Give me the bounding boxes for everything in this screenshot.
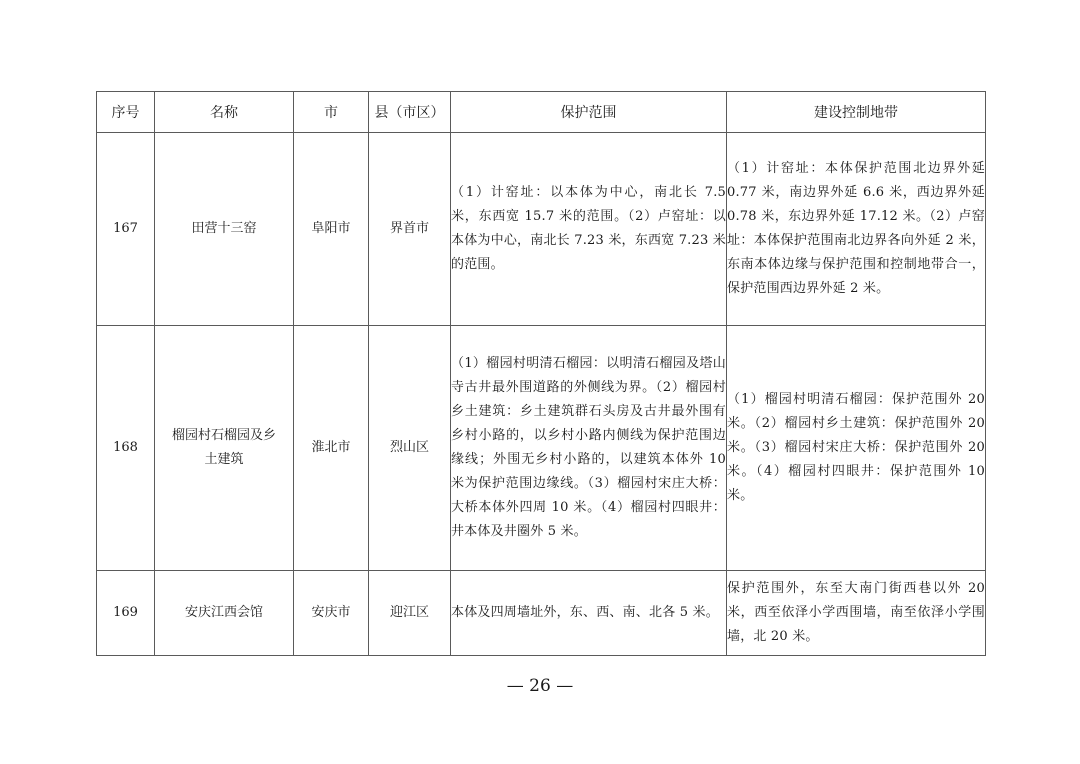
table-row <box>97 571 986 656</box>
cell-county: 界首市 <box>369 133 451 326</box>
header-county: 县（市区） <box>369 92 451 133</box>
cell-control-zone: 保护范围外，东至大南门街西巷以外 20 米，西至依泽小学西围墙，南至依泽小学围墙，北 20 米。 <box>727 571 986 656</box>
header-city: 市 <box>294 92 369 133</box>
cell-control-zone: （1）榴园村明清石榴园：保护范围外 20 米。（2）榴园村乡土建筑：保护范围外 20 米。（3）榴园村宋庄大桥：保护范围外 20 米。（4）榴园村四眼井：保护范围外 10 米。 <box>727 326 986 571</box>
cell-no: 168 <box>97 326 155 571</box>
header-no: 序号 <box>97 92 155 133</box>
cell-protection-range: （1）榴园村明清石榴园：以明清石榴园及塔山寺古井最外围道路的外侧线为界。（2）榴园村乡土建筑：乡土建筑群石头房及古井最外围有乡村小路的，以乡村小路内侧线为保护范围边缘线；外围无乡村小路的，以建筑本体外 10 米为保护范围边缘线。（3）榴园村宋庄大桥：大桥本体外四周 10 米。（4）榴园村四眼井：井本体及井圈外 5 米。 <box>451 326 727 571</box>
header-protection-range: 保护范围 <box>451 92 727 133</box>
cell-protection-range: 本体及四周墙址外，东、西、南、北各 5 米。 <box>451 571 727 656</box>
cell-protection-range: （1）计窑址：以本体为中心，南北长 7.5 米，东西宽 15.7 米的范围。（2）卢窑址：以本体为中心，南北长 7.23 米，东西宽 7.23 米的范围。 <box>451 133 727 326</box>
table-row <box>97 133 986 326</box>
page-number: — 26 — <box>506 676 574 696</box>
cell-city: 淮北市 <box>294 326 369 571</box>
cell-name: 安庆江西会馆 <box>155 571 294 656</box>
cell-city: 阜阳市 <box>294 133 369 326</box>
cell-no: 169 <box>97 571 155 656</box>
cell-county: 烈山区 <box>369 326 451 571</box>
header-name: 名称 <box>155 92 294 133</box>
cell-county: 迎江区 <box>369 571 451 656</box>
cell-city: 安庆市 <box>294 571 369 656</box>
header-control-zone: 建设控制地带 <box>727 92 986 133</box>
cell-no: 167 <box>97 133 155 326</box>
cell-control-zone: （1）计窑址：本体保护范围北边界外延 0.77 米，南边界外延 6.6 米，西边界外延 0.78 米，东边界外延 17.12 米。（2）卢窑址：本体保护范围南北边界各向外延 2 米，东南本体边缘与保护范围和控制地带合一，保护范围西边界外延 2 米。 <box>727 133 986 326</box>
cell-name: 榴园村石榴园及乡土建筑 <box>155 326 294 571</box>
table-row <box>97 326 986 571</box>
cell-name: 田营十三窑 <box>155 133 294 326</box>
table-header-row <box>97 92 986 133</box>
heritage-protection-table <box>96 91 986 656</box>
